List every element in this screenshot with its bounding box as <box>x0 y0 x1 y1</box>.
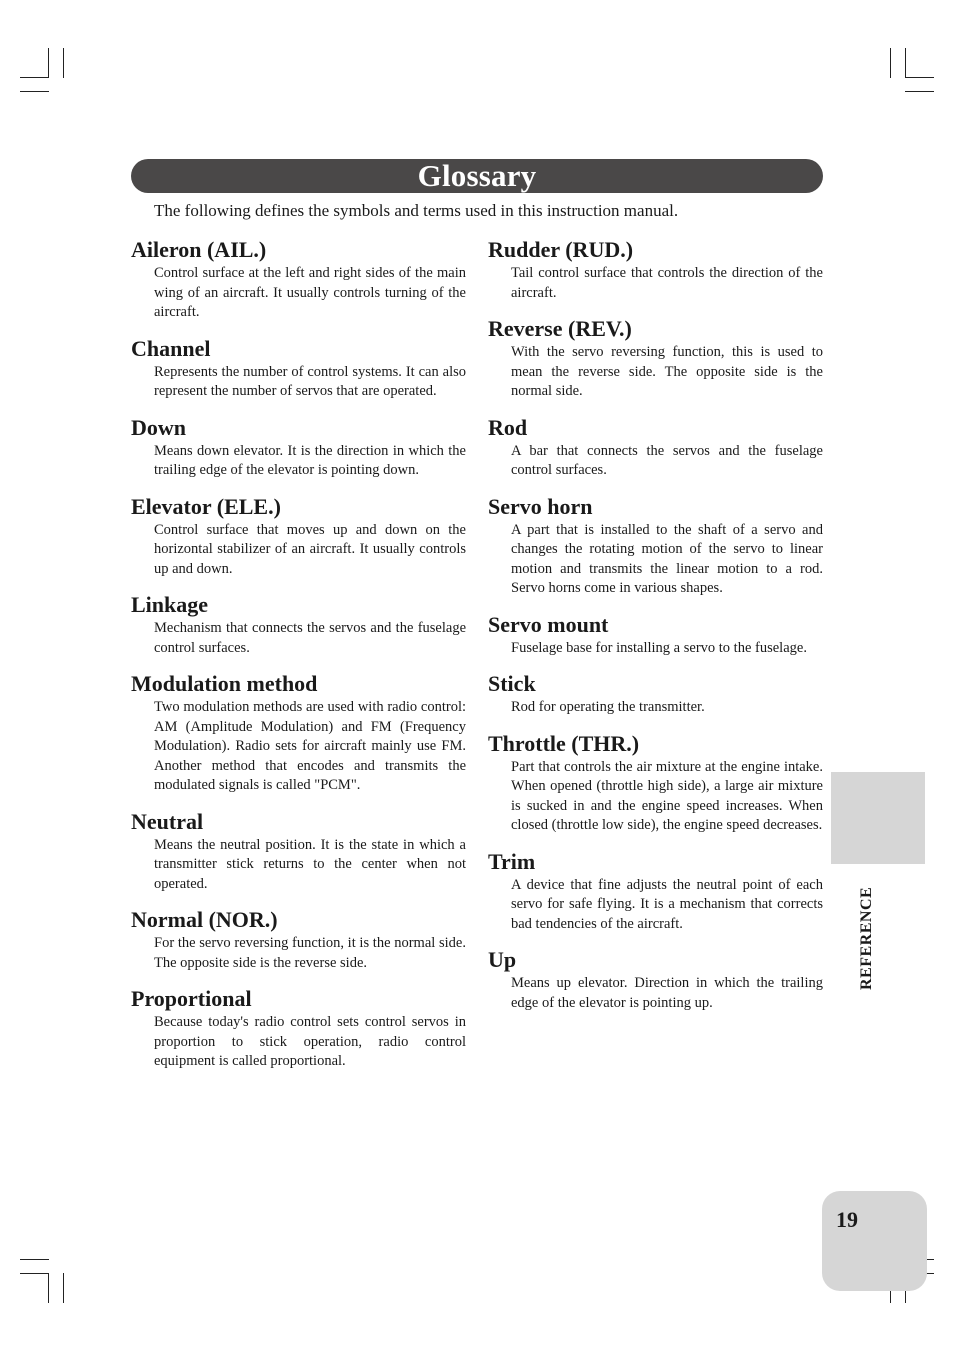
title-banner <box>131 159 823 193</box>
glossary-definition: Represents the number of control systems. It can also represent the number of servos that are operated. <box>154 363 466 399</box>
intro-text: The following defines the symbols and terms used in this instruction manual. <box>154 201 679 220</box>
glossary-term: Channel <box>131 335 211 361</box>
glossary-term: Rod <box>488 414 528 440</box>
glossary-definition: With the servo reversing function, this is used to mean the reverse side. The opposite side is the normal side. <box>511 344 823 399</box>
section-tab <box>831 772 925 864</box>
glossary-entry <box>488 946 823 1013</box>
glossary-entry <box>131 414 466 481</box>
glossary-term: Trim <box>488 848 536 874</box>
glossary-entry <box>488 730 823 836</box>
glossary-definition: Tail control surface that controls the direction of the aircraft. <box>511 265 823 301</box>
glossary-entry <box>488 236 823 303</box>
glossary-definition: Control surface that moves up and down on the horizontal stabilizer of an aircraft. It usually controls up and down. <box>154 521 466 577</box>
glossary-entry <box>131 985 466 1072</box>
glossary-entry <box>131 591 466 658</box>
glossary-entry <box>488 493 823 599</box>
glossary-term: Normal (NOR.) <box>131 907 278 932</box>
glossary-term: Stick <box>488 671 536 696</box>
glossary-entry <box>131 808 466 895</box>
glossary-definition: A part that is installed to the shaft of a servo and changes the rotating motion of the servo to linear motion and transmits the linear motion to a rod. Servo horns come in various shapes. <box>511 521 823 596</box>
glossary-definition: Control surface at the left and right sides of the main wing of an aircraft. It usually controls turning of the aircraft. <box>154 265 466 320</box>
glossary-term: Proportional <box>131 986 252 1011</box>
glossary-entry <box>488 611 823 659</box>
page-number: 19 <box>836 1207 858 1232</box>
glossary-term: Rudder (RUD.) <box>488 237 634 262</box>
glossary-entry <box>131 670 466 796</box>
glossary-definition: Mechanism that connects the servos and the fuselage control surfaces. <box>154 620 466 656</box>
glossary-definition: Rod for operating the transmitter. <box>511 699 705 715</box>
glossary-definition: A device that fine adjusts the neutral point of each servo for safe flying. It is a mechanism that corrects bad tendencies of the aircraft. <box>511 876 823 932</box>
glossary-definition: Two modulation methods are used with radio control: AM (Amplitude Modulation) and FM (Frequency Modulation). Radio sets for aircraft mainly use FM. Another method that encodes and transmits the modulated signals is called "PCM". <box>154 699 466 793</box>
glossary-entry <box>488 414 823 481</box>
glossary-entry <box>131 493 466 580</box>
glossary-entry <box>488 315 823 402</box>
glossary-term: Neutral <box>131 808 204 834</box>
glossary-right-column <box>488 236 823 1025</box>
glossary-term: Aileron (AIL.) <box>131 237 267 262</box>
glossary-entry <box>488 848 823 935</box>
glossary-definition: For the servo reversing function, it is the normal side. The opposite side is the reverse side. <box>154 935 466 971</box>
glossary-entry <box>131 335 466 402</box>
glossary-term: Servo mount <box>488 611 609 637</box>
page-number-tab <box>822 1191 927 1291</box>
section-tab-label: REFERENCE <box>858 886 875 990</box>
glossary-term: Down <box>131 414 187 440</box>
glossary-definition: Means up elevator. Direction in which the trailing edge of the elevator is pointing up. <box>511 975 823 1011</box>
glossary-entry <box>131 906 466 973</box>
glossary-left-column <box>131 236 466 1084</box>
glossary-definition: Fuselage base for installing a servo to the fuselage. <box>511 639 807 656</box>
glossary-definition: A bar that connects the servos and the fuselage control surfaces. <box>511 442 823 478</box>
page-title: Glossary <box>417 158 537 193</box>
glossary-entry <box>488 670 823 718</box>
glossary-term: Throttle (THR.) <box>488 730 640 756</box>
glossary-term: Elevator (ELE.) <box>131 493 281 519</box>
glossary-definition: Part that controls the air mixture at the engine intake. When opened (throttle high side), a large air mixture is sucked in and the engine speed increases. When closed (throttle low side), the engine speed decreases. <box>511 758 823 833</box>
glossary-term: Modulation method <box>131 671 318 696</box>
glossary-term: Linkage <box>131 592 209 617</box>
glossary-definition: Because today's radio control sets control servos in proportion to stick operation, radio control equipment is called proportional. <box>154 1014 466 1069</box>
glossary-definition: Means the neutral position. It is the state in which a transmitter stick returns to the center when not operated. <box>154 836 466 892</box>
glossary-term: Servo horn <box>488 493 593 519</box>
glossary-definition: Means down elevator. It is the direction in which the trailing edge of the elevator is pointing down. <box>154 442 466 478</box>
glossary-term: Reverse (REV.) <box>488 316 632 341</box>
glossary-term: Up <box>488 947 517 972</box>
glossary-entry <box>131 236 466 323</box>
